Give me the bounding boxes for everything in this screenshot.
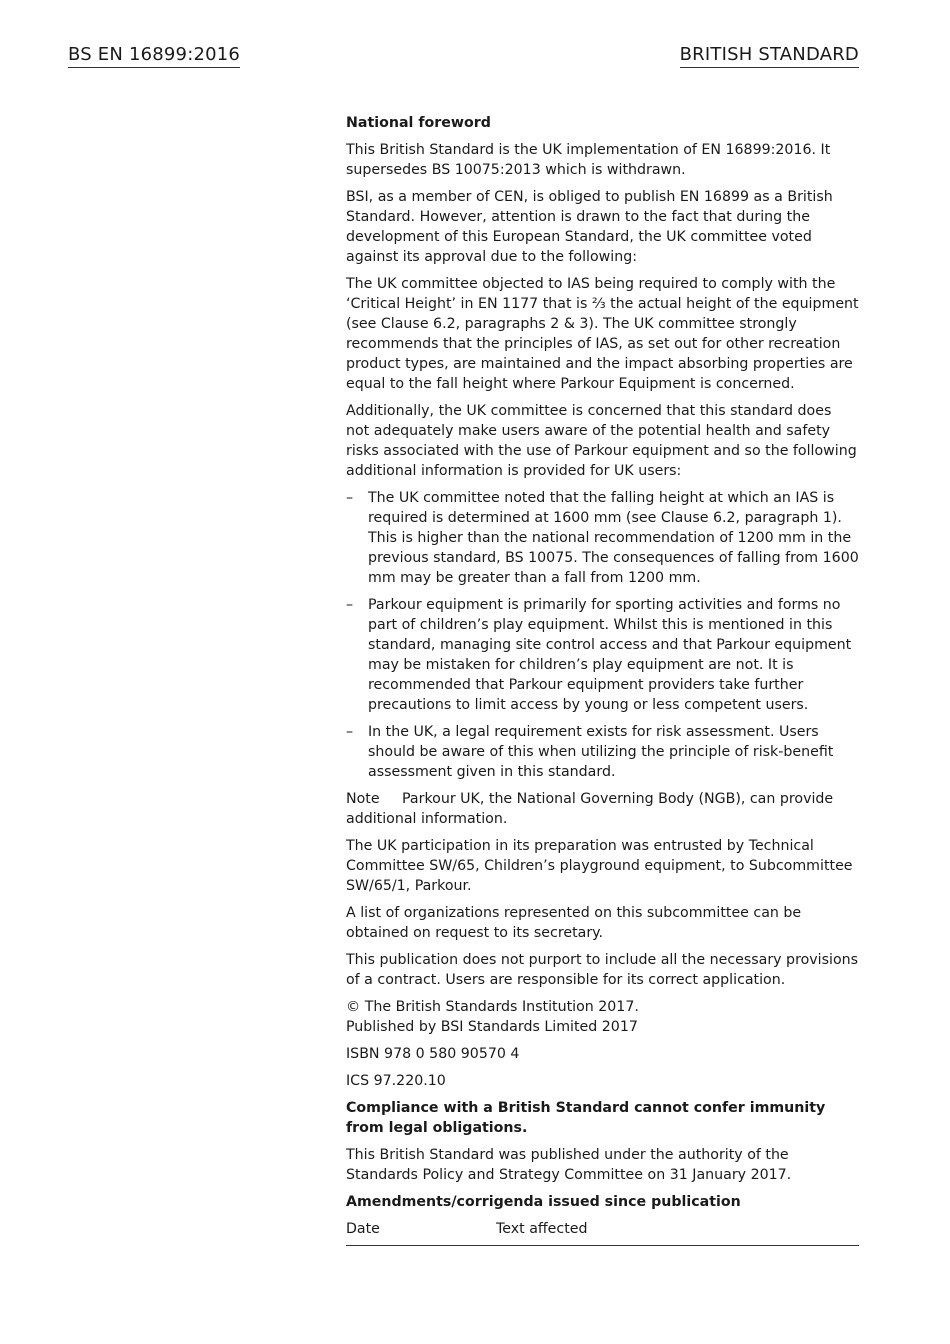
list-item-text: The UK committee noted that the falling height at which an IAS is required is determined at 1600 mm (see Clause 6.2, paragraph 1). This is higher than the national recommendation of 1200 mm in the previous standard, BS 10075. The consequences of falling from 1600 mm may be greater than a fall from 1200 mm.	[368, 490, 859, 586]
copyright-block	[346, 997, 859, 1037]
foreword-paragraph-2: BSI, as a member of CEN, is obliged to publish EN 16899 as a British Standard. However, attention is drawn to the fact that during the development of this European Standard, the UK committee voted against its approval due to the following:	[346, 189, 833, 265]
dash-marker: –	[346, 490, 354, 506]
foreword-paragraph-5: The UK participation in its preparation was entrusted by Technical Committee SW/65, Children’s playground equipment, to Subcommittee SW/65/1, Parkour.	[346, 838, 853, 894]
foreword-paragraph-6: A list of organizations represented on this subcommittee can be obtained on request to its secretary.	[346, 905, 802, 941]
note-label: Note	[346, 791, 380, 807]
compliance-statement: Compliance with a British Standard cannot confer immunity from legal obligations.	[346, 1100, 826, 1136]
foreword-column	[346, 113, 859, 1246]
copyright-line: © The British Standards Institution 2017.	[346, 999, 639, 1015]
ics-code: ICS 97.220.10	[346, 1073, 446, 1089]
note	[346, 789, 859, 829]
foreword-paragraph-4: Additionally, the UK committee is concerned that this standard does not adequately make users aware of the potential health and safety risks associated with the use of Parkour equipment and so the following additional information is provided for UK users:	[346, 403, 857, 479]
authority-statement: This British Standard was published under the authority of the Standards Policy and Strategy Committee on 31 January 2017.	[346, 1147, 792, 1183]
foreword-title: National foreword	[346, 115, 491, 131]
list-item-text: In the UK, a legal requirement exists for risk assessment. Users should be aware of this when utilizing the principle of risk-benefit assessment given in this standard.	[368, 724, 834, 780]
isbn: ISBN 978 0 580 90570 4	[346, 1046, 520, 1062]
amendments-date-column: Date	[346, 1221, 380, 1237]
foreword-paragraph-1: This British Standard is the UK implementation of EN 16899:2016. It supersedes BS 10075:2013 which is withdrawn.	[346, 142, 831, 178]
amendments-title: Amendments/corrigenda issued since publication	[346, 1194, 741, 1210]
foreword-paragraph-7: This publication does not purport to include all the necessary provisions of a contract. Users are responsible for its correct application.	[346, 952, 859, 988]
document-id-header: BS EN 16899:2016	[68, 44, 240, 68]
list-item	[346, 488, 859, 588]
dash-marker: –	[346, 724, 354, 740]
list-item-text: Parkour equipment is primarily for sporting activities and forms no part of children’s play equipment. Whilst this is mentioned in this standard, managing site control access and that Parkour equipment may be mistaken for children’s play equipment are not. It is recommended that Parkour equipment providers take further precautions to limit access by young or less competent users.	[368, 597, 852, 713]
amendments-table-header	[346, 1219, 859, 1246]
list-item	[346, 722, 859, 782]
uk-user-information-list	[346, 488, 859, 782]
note-text: Parkour UK, the National Governing Body (NGB), can provide additional information.	[346, 791, 834, 827]
standard-type-header: BRITISH STANDARD	[680, 44, 859, 68]
amendments-text-column: Text affected	[496, 1221, 588, 1237]
dash-marker: –	[346, 597, 354, 613]
publisher-line: Published by BSI Standards Limited 2017	[346, 1019, 638, 1035]
list-item	[346, 595, 859, 715]
foreword-paragraph-3: The UK committee objected to IAS being required to comply with the ‘Critical Height’ in EN 1177 that is ⅔ the actual height of the equipment (see Clause 6.2, paragraphs 2 & 3). The UK committee strongly recommends that the principles of IAS, as set out for other recreation product types, are maintained and the impact absorbing properties are equal to the fall height where Parkour Equipment is concerned.	[346, 276, 859, 392]
